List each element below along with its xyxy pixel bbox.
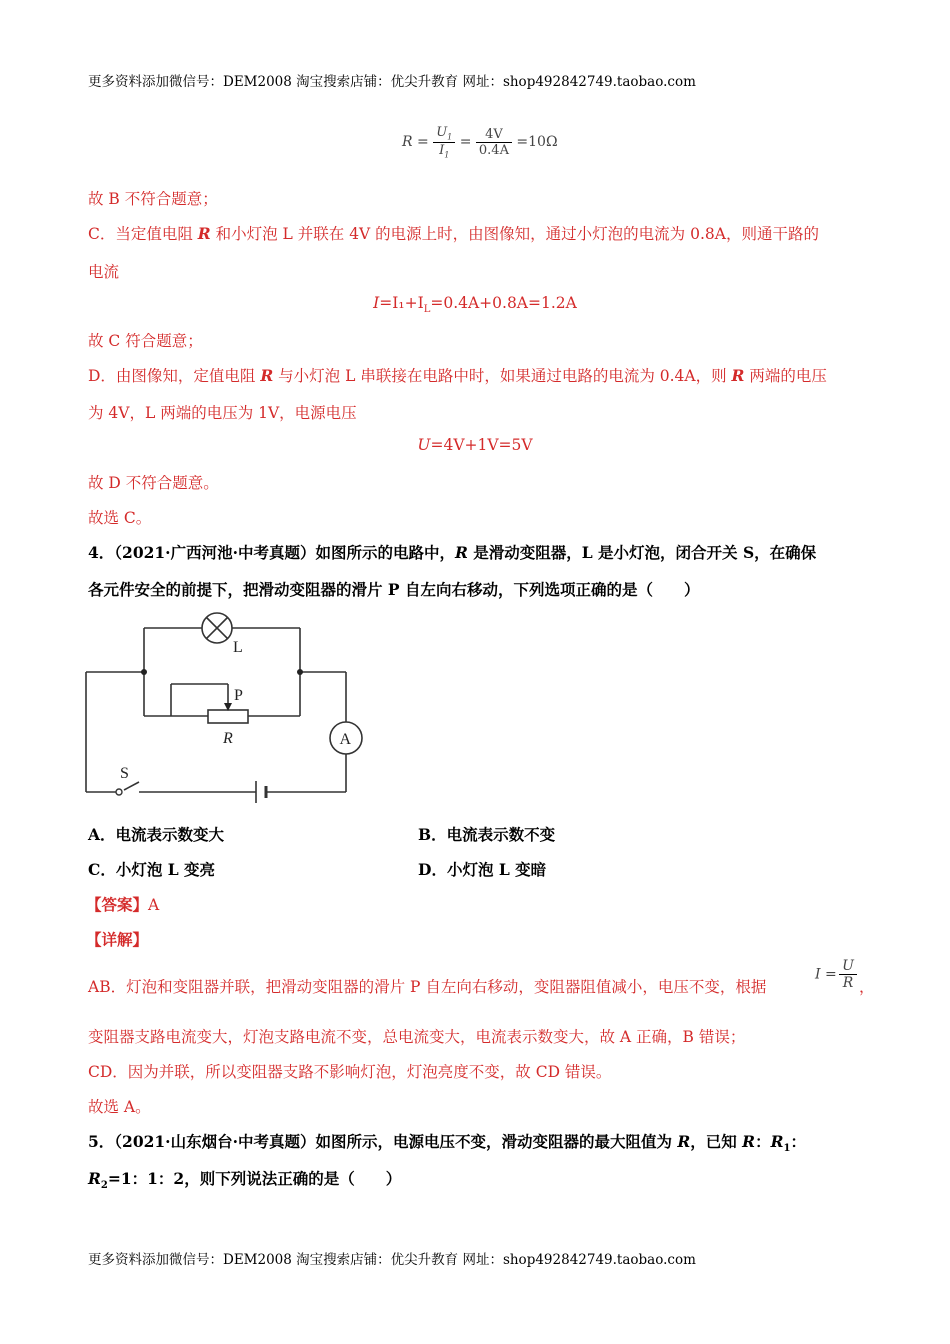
page-footer: 更多资料添加微信号：DEM2008 淘宝搜索店铺：优尖升教育 网址：shop492842749.taobao.com [88,1252,696,1268]
answer-line: 【答案】A [86,895,160,914]
formula-fraction-1 [433,125,455,159]
formula-den1: I [439,142,445,158]
cd-explanation: CD．因为并联，所以变阻器支路不影响灯泡，灯泡亮度不变，故 CD 错误。 [88,1063,612,1081]
d-explanation-line-2: 为 4V，L 两端的电压为 1V，电源电压 [88,404,357,422]
q4-stem-line-2: 各元件安全的前提下，把滑动变阻器的滑片 P 自左向右移动，下列选项正确的是（ ） [88,580,700,599]
ammeter-label: A [339,731,352,748]
formula-num1: U [436,125,448,140]
circuit-diagram [84,608,374,808]
q5-stem-line-2: $R_2=1$：1：2，则下列说法正确的是（ ） [88,1169,402,1192]
lamp-symbol [202,613,232,643]
formula-den2: 0.4A [478,142,509,158]
formula-resistance [402,125,558,159]
junction-right-dot [297,669,303,675]
c-explanation-line-1: C．当定值电阻 R 和小灯泡 L 并联在 4V 的电源上时，由图像知，通过小灯泡的电流为 0.8A，则通干路的 [88,224,819,243]
formula-eq: = [459,134,472,151]
formula-lhs: R = [402,134,429,151]
resistor-symbol [208,710,248,723]
choose-c: 故选 C。 [88,509,152,527]
switch-label: S [120,765,129,782]
resistor-label: R [223,730,233,747]
slider-label: P [234,687,243,704]
choose-a: 故选 A。 [88,1098,151,1116]
ab-explanation-line-1: AB．灯泡和变阻器并联，把滑动变阻器的滑片 P 自左向右移动，变阻器阻值减小，电压不变，根据 [88,978,767,996]
page-header: 更多资料添加微信号：DEM2008 淘宝搜索店铺：优尖升教育 网址：shop492842749.taobao.com [88,74,696,90]
c-explanation-line-2: 电流 [88,263,120,281]
switch-pivot [116,789,122,795]
q4-stem-line-1: 4．（2021·广西河池·中考真题）如图所示的电路中，R 是滑动变阻器，L 是小灯泡，闭合开关 S，在确保 [88,543,817,562]
option-b: B．电流表示数不变 [418,825,556,844]
c-conclusion: 故 C 符合题意； [88,332,203,350]
d-formula: U=4V+1V=5V [417,436,533,454]
option-d: D．小灯泡 L 变暗 [418,860,547,879]
formula-den1-sub: 1 [444,150,450,160]
formula-result: =10Ω [516,134,558,151]
c-formula: $I=I_1+I_L=0.4A+0.8A=1.2A$ [373,294,577,316]
ab-explanation-line-2: 变阻器支路电流变大，灯泡支路电流不变，总电流变大，电流表示数变大，故 A 正确，B 错误； [88,1028,746,1046]
lamp-label: L [233,639,243,656]
formula-num2: 4V [476,127,512,143]
q5-stem-line-1: 5．（2021·山东烟台·中考真题）如图所示，电源电压不变，滑动变阻器的最大阻值为 R，已知 R：$R_1$： [88,1132,806,1155]
ab-comma: ， [859,978,875,996]
d-explanation-line-1: D．由图像知，定值电阻 R 与小灯泡 L 串联接在电路中时，如果通过电路的电流为 0.4A，则 R 两端的电压 [88,366,827,385]
formula-num1-sub: 1 [447,132,453,142]
ab-ohm-law-formula: I = $\frac{U}{R}$ [815,958,857,991]
b-conclusion: 故 B 不符合题意； [88,190,218,208]
d-conclusion: 故 D 不符合题意。 [88,474,219,492]
formula-fraction-2 [476,127,512,158]
option-a: A．电流表示数变大 [88,825,225,844]
detail-label: 【详解】 [86,930,149,949]
junction-left-dot [141,669,147,675]
option-c: C．小灯泡 L 变亮 [88,860,216,879]
